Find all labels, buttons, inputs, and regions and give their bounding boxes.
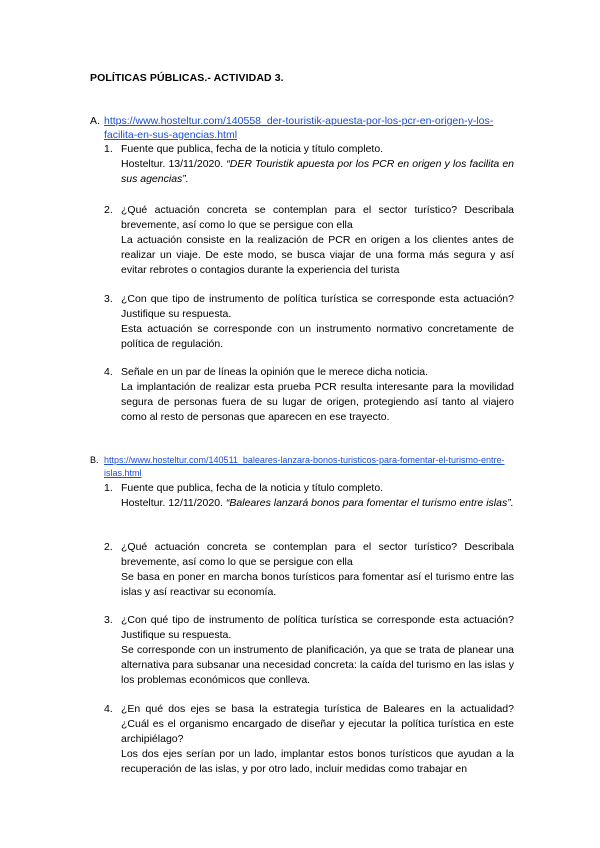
b4-block	[121, 702, 514, 777]
a1-block	[121, 142, 514, 187]
b2-answer: Se basa en poner en marcha bonos turísticos para fomentar así el turismo entre las islas y así reactivar su economía.	[121, 571, 514, 598]
a4-answer: La implantación de realizar esta prueba PCR resulta interesante para la movilidad segura de personas fuera de su lugar de origen, protegiendo así tanto al viajero como al resto de personas que aparecen en ese trayecto.	[121, 381, 514, 423]
document-title: POLÍTICAS PÚBLICAS.- ACTIVIDAD 3.	[90, 72, 284, 84]
a1-number: 1.	[104, 143, 113, 155]
a4-question: Señale en un par de líneas la opinión que le merece dicha noticia.	[121, 366, 429, 378]
b1-answer-title: “Baleares lanzará bonos para fomentar el turismo entre islas”.	[225, 497, 514, 509]
b1-number: 1.	[104, 482, 113, 494]
b1-question: Fuente que publica, fecha de la noticia y título completo.	[121, 482, 384, 494]
b2-question: ¿Qué actuación concreta se contemplan para el sector turístico? Describala brevemente, así como lo que se persigue con ella	[121, 541, 514, 568]
a2-number: 2.	[104, 204, 113, 216]
a4-block	[121, 365, 514, 425]
a1-answer-title: “DER Touristik apuesta por los PCR en origen y los facilita en sus agencias”.	[121, 158, 514, 185]
a3-question: ¿Con que tipo de instrumento de política turística se corresponde esta actuación? Justifique su respuesta.	[121, 293, 514, 320]
section-a-link[interactable]: https://www.hosteltur.com/140558_der-touristik-apuesta-por-los-pcr-en-origen-y-los-facilita-en-sus-agencias.html	[104, 115, 494, 141]
a3-block	[121, 292, 514, 352]
b4-number: 4.	[104, 703, 113, 715]
a4-number: 4.	[104, 366, 113, 378]
b3-number: 3.	[104, 614, 113, 626]
a1-answer	[121, 157, 514, 187]
b3-answer: Se corresponde con un instrumento de planificación, ya que se trata de planear una alternativa para subsanar una necesidad concreta: la caída del turismo en las islas y los problemas económicos que conlleva.	[121, 644, 514, 686]
a1-question: Fuente que publica, fecha de la noticia y título completo.	[121, 143, 384, 155]
a3-number: 3.	[104, 293, 113, 305]
a2-question: ¿Qué actuación concreta se contemplan para el sector turístico? Describala brevemente, así como lo que se persigue con ella	[121, 204, 514, 231]
b1-answer	[121, 496, 514, 511]
b2-block	[121, 540, 514, 600]
section-b-letter: B.	[90, 455, 99, 465]
a1-answer-prefix: Hosteltur. 13/11/2020.	[121, 158, 227, 170]
b3-question: ¿Con qué tipo de instrumento de política turística se corresponde esta actuación? Justifique su respuesta.	[121, 614, 514, 641]
b1-block	[121, 481, 514, 511]
section-b-link[interactable]: https://www.hosteltur.com/140511_baleares-lanzara-bonos-turisticos-para-fomentar-el-turismo-entre-islas.html	[104, 455, 505, 478]
a2-answer: La actuación consiste en la realización de PCR en origen a los clientes antes de realizar un viaje. De este modo, se busca viajar de una forma más segura y así evitar rebrotes o contagios durante la experiencia del turista	[121, 234, 514, 276]
b3-block	[121, 613, 514, 688]
b4-question: ¿En qué dos ejes se basa la estrategia turística de Baleares en la actualidad? ¿Cuál es el organismo encargado de diseñar y ejecutar la política turística en este archipiélago?	[121, 703, 514, 745]
a3-answer: Esta actuación se corresponde con un instrumento normativo concretamente de política de regulación.	[121, 323, 514, 350]
section-a-letter: A.	[90, 115, 100, 127]
a2-block	[121, 203, 514, 278]
b4-answer: Los dos ejes serían por un lado, implantar estos bonos turísticos que ayudan a la recuperación de las islas, y por otro lado, incluir medidas como trabajar en	[121, 748, 514, 775]
b1-answer-prefix: Hosteltur. 12/11/2020.	[121, 497, 226, 509]
b2-number: 2.	[104, 541, 113, 553]
